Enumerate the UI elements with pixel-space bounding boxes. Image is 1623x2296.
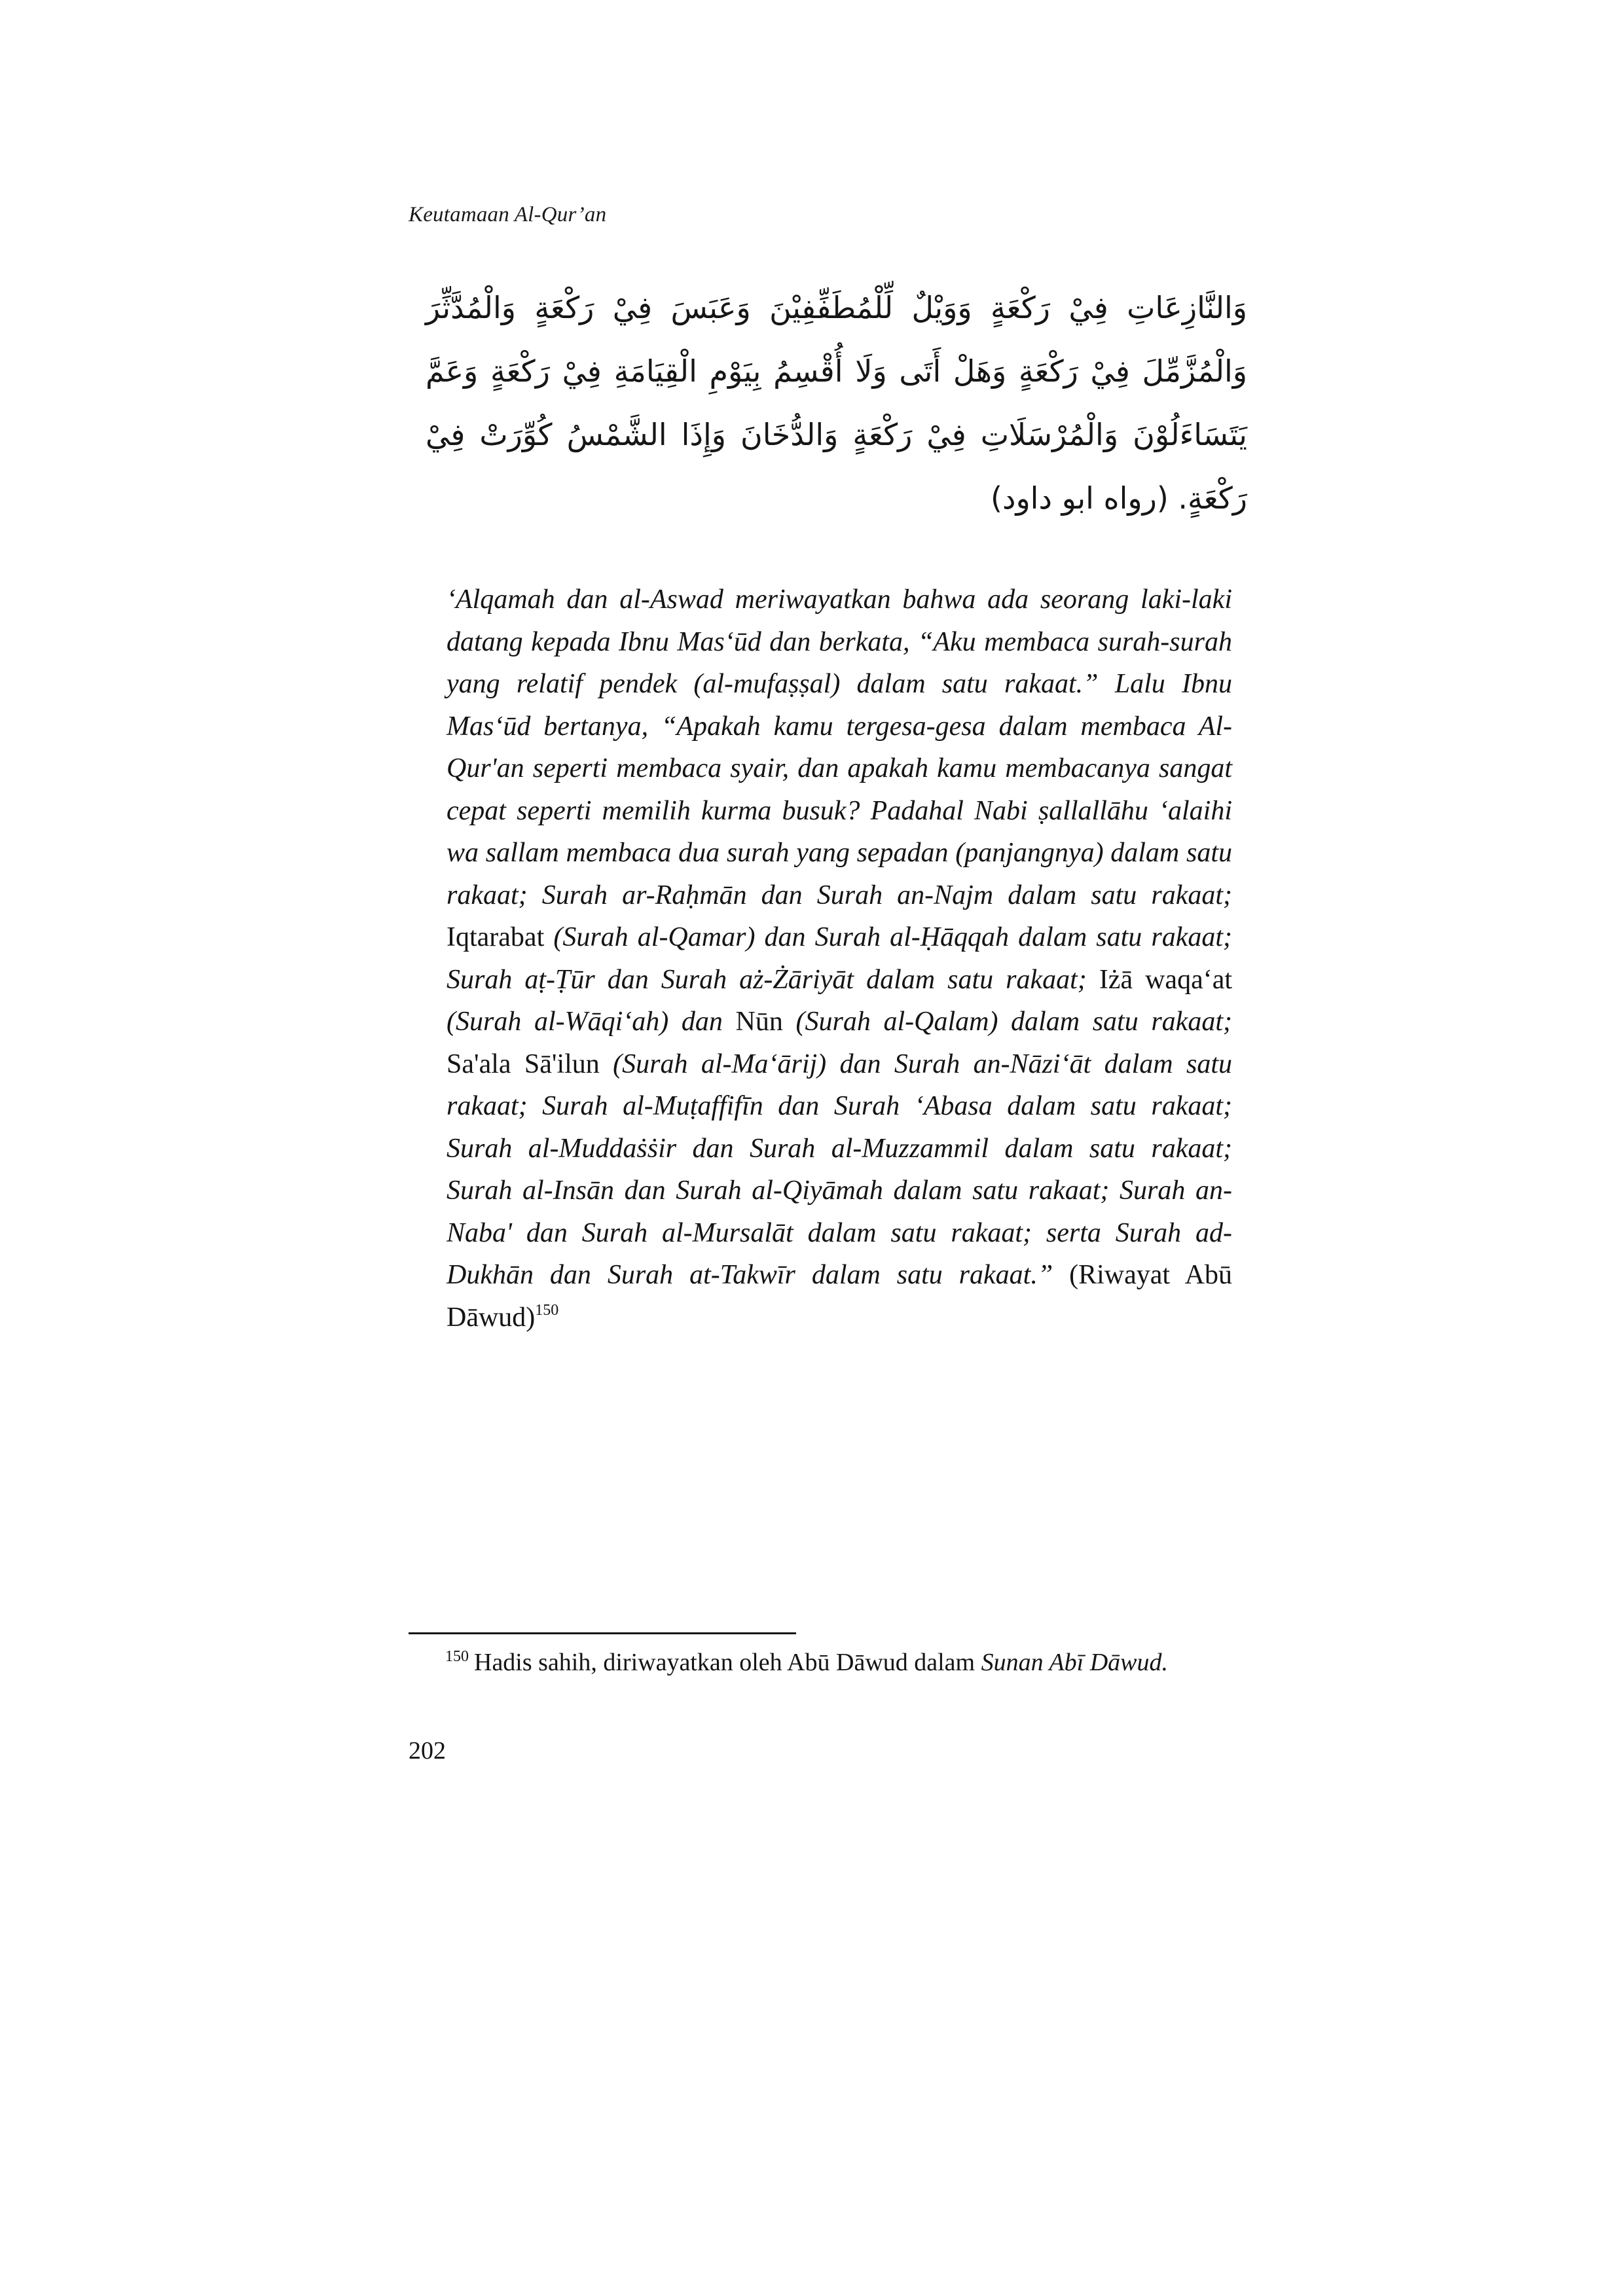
text-segment: (Riwayat Abū Dāwud): [447, 1260, 1233, 1333]
text-segment: (Surah al-Ma‘ārij) dan Surah an-Nāzi‘āt dalam satu rakaat; Surah al-Muṭaffifīn dan Surah ‘Abasa dalam satu rakaat; Surah al-Muddaṡṡir dan Surah al-Muzzammil dalam satu rakaat; Surah al-Insān dan Surah al-Qiyāmah dalam satu rakaat; Surah an-Naba' dan Surah al-Mursalāt dalam satu rakaat; serta Surah ad-Dukhān dan Surah at-Takwīr dalam satu rakaat.”: [447, 1049, 1232, 1290]
text-segment: (Surah al-Qamar) dan Surah al-Ḥāqqah dalam satu rakaat; Surah aṭ-Ṭūr dan Surah aż-Żāriyāt dalam satu rakaat;: [447, 922, 1232, 995]
arabic-line: وَالْمُزَّمِّلَ فِيْ رَكْعَةٍ وَهَلْ أَتَى وَلَا أُقْسِمُ بِيَوْمِ الْقِيَامَةِ فِيْ رَكْعَةٍ وَعَمَّ: [426, 353, 1247, 389]
footnote-number: 150: [445, 1648, 469, 1666]
text-segment: Hadis sahih, diriwayatkan oleh Abū Dāwud dalam: [474, 1649, 981, 1676]
footnote-text: [474, 1649, 1168, 1676]
footnote: [409, 1646, 1240, 1679]
text-segment: ‘Alqamah dan al-Aswad meriwayatkan bahwa ada seorang laki-laki datang kepada Ibnu Mas‘ūd dan berkata, “Aku membaca surah-surah yang relatif pendek (al-mufaṣṣal) dalam satu rakaat.” Lalu Ibnu Mas‘ūd bertanya, “Apakah kamu tergesa-gesa dalam membaca Al-Qur'an seperti membaca syair, dan apakah kamu membacanya sangat cepat seperti memilih kurma busuk? Padahal Nabi ṣallallāhu ‘alaihi wa sallam membaca dua surah yang sepadan (panjangnya) dalam satu rakaat; Surah ar-Raḥmān dan Surah an-Najm dalam satu rakaat;: [447, 584, 1232, 910]
text-segment: Iqtarabat: [447, 922, 545, 952]
translation-paragraph: [447, 579, 1232, 1338]
footnote-area: [409, 1632, 1240, 1679]
translation-text: [447, 584, 1232, 1333]
text-segment: Sa'ala Sā'ilun: [447, 1049, 600, 1079]
running-header: Keutamaan Al-Qur’an: [409, 203, 607, 226]
arabic-line: وَالنَّازِعَاتِ فِيْ رَكْعَةٍ وَوَيْلٌ لِّلْمُطَفِّفِيْنَ وَعَبَسَ فِيْ رَكْعَةٍ وَالْمُدَّثِّرَ: [426, 290, 1247, 325]
arabic-line: رَكْعَةٍ. (رواه ابو داود): [991, 480, 1247, 516]
text-segment: Nūn: [735, 1007, 783, 1037]
text-segment: (Surah al-Wāqi‘ah) dan: [447, 1007, 736, 1037]
footnote-divider: [409, 1632, 796, 1634]
arabic-quote-block: [426, 276, 1247, 530]
text-segment: (Surah al-Qalam) dalam satu rakaat;: [782, 1007, 1232, 1037]
text-segment: Sunan Abī Dāwud.: [981, 1649, 1168, 1676]
footnote-reference: 150: [535, 1301, 559, 1319]
arabic-line: يَتَسَاءَلُوْنَ وَالْمُرْسَلَاتِ فِيْ رَكْعَةٍ وَالدُّخَانَ وَإِذَا الشَّمْسُ كُوِّرَتْ فِيْ: [426, 417, 1247, 452]
page-number: 202: [409, 1737, 446, 1765]
text-segment: Iżā waqa‘at: [1099, 964, 1233, 995]
